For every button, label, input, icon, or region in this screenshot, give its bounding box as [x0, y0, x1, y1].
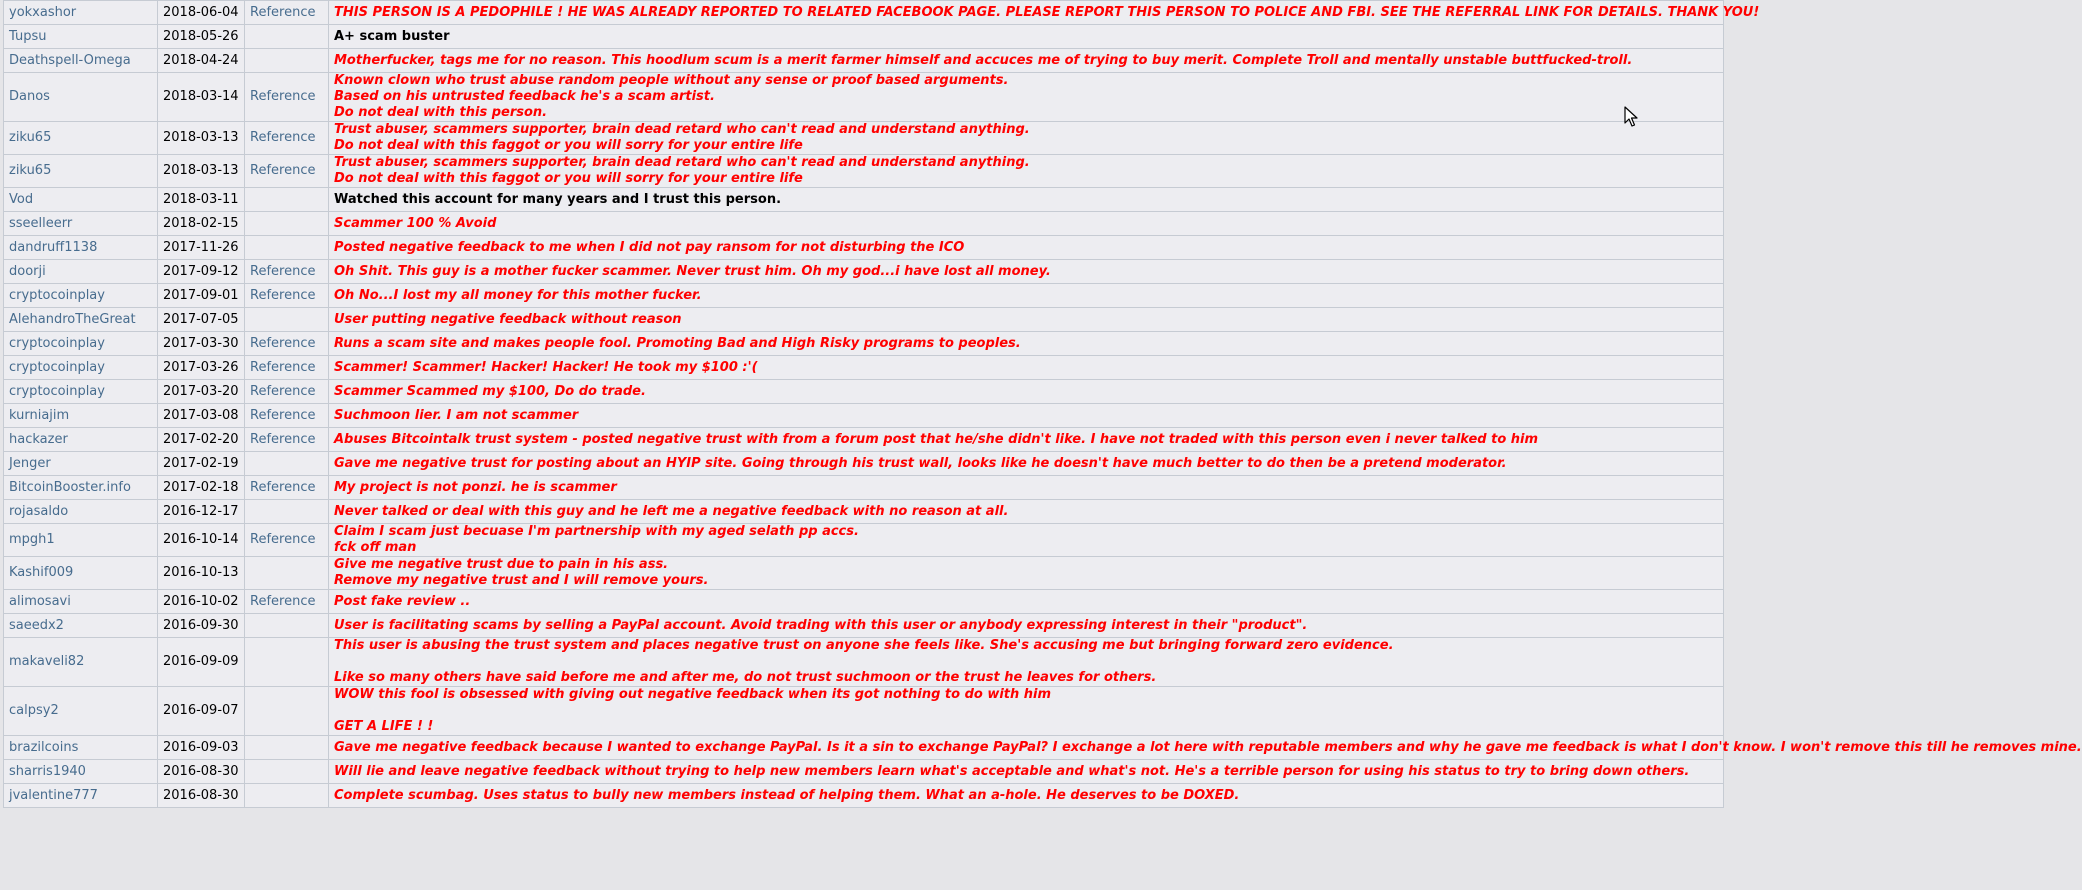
feedback-comment	[329, 590, 1724, 614]
feedback-user-link[interactable]: Danos	[4, 73, 158, 122]
reference-link[interactable]: Reference	[245, 476, 329, 500]
feedback-comment	[329, 284, 1724, 308]
feedback-user-link[interactable]: ziku65	[4, 155, 158, 188]
comment-line: Watched this account for many years and I trust this person.	[334, 191, 782, 207]
feedback-date: 2018-03-11	[158, 188, 245, 212]
feedback-date: 2016-10-14	[158, 524, 245, 557]
feedback-comment	[329, 1, 1760, 25]
comment-line: Runs a scam site and makes people fool. Promoting Bad and High Risky programs to peoples.	[334, 335, 1021, 351]
feedback-date: 2016-12-17	[158, 500, 245, 524]
feedback-user-link[interactable]: Vod	[4, 188, 158, 212]
reference-link[interactable]: Reference	[245, 73, 329, 122]
feedback-date: 2017-02-20	[158, 428, 245, 452]
table-row	[4, 380, 1724, 404]
reference-link	[245, 638, 329, 687]
table-row	[4, 1, 1724, 25]
feedback-comment	[329, 236, 1724, 260]
table-row	[4, 49, 1724, 73]
trust-feedback-table	[3, 0, 2082, 808]
feedback-comment	[329, 260, 1724, 284]
feedback-date: 2016-10-02	[158, 590, 245, 614]
feedback-date: 2016-09-07	[158, 687, 245, 736]
feedback-date: 2017-09-12	[158, 260, 245, 284]
comment-line: User putting negative feedback without reason	[334, 311, 682, 327]
feedback-user-link[interactable]: cryptocoinplay	[4, 356, 158, 380]
table-row	[4, 356, 1724, 380]
table-row	[4, 122, 1724, 155]
comment-line: Will lie and leave negative feedback without trying to help new members learn what's acceptable and what's not. He's a terrible person for using his status to try to bring down others.	[334, 763, 1690, 779]
comment-line: Never talked or deal with this guy and he left me a negative feedback with no reason at all.	[334, 503, 1009, 519]
feedback-comment	[329, 155, 1724, 188]
comment-line: Scammer 100 % Avoid	[334, 215, 497, 231]
feedback-user-link[interactable]: cryptocoinplay	[4, 380, 158, 404]
feedback-date: 2016-08-30	[158, 784, 245, 808]
reference-link	[245, 452, 329, 476]
comment-line: Claim I scam just becuase I'm partnership with my aged selath pp accs.	[334, 524, 859, 539]
feedback-comment	[329, 784, 1724, 808]
feedback-comment	[329, 332, 1724, 356]
feedback-comment	[329, 380, 1724, 404]
feedback-comment	[329, 687, 1724, 736]
reference-link[interactable]: Reference	[245, 284, 329, 308]
feedback-user-link[interactable]: alimosavi	[4, 590, 158, 614]
feedback-comment	[329, 428, 1724, 452]
reference-link	[245, 736, 329, 760]
feedback-user-link[interactable]: brazilcoins	[4, 736, 158, 760]
comment-line: fck off man	[334, 540, 417, 555]
feedback-date: 2018-03-13	[158, 122, 245, 155]
comment-line: Post fake review ..	[334, 593, 471, 609]
comment-line: Scammer Scammed my $100, Do do trade.	[334, 383, 646, 399]
comment-line: Oh Shit. This guy is a mother fucker scammer. Never trust him. Oh my god...i have lost all money.	[334, 263, 1051, 279]
reference-link[interactable]: Reference	[245, 590, 329, 614]
feedback-date: 2018-03-14	[158, 73, 245, 122]
reference-link	[245, 308, 329, 332]
feedback-comment	[329, 736, 2082, 760]
feedback-comment	[329, 356, 1724, 380]
table-row	[4, 188, 1724, 212]
reference-link	[245, 500, 329, 524]
comment-line: GET A LIFE ! !	[334, 719, 434, 734]
comment-line: Gave me negative trust for posting about an HYIP site. Going through his trust wall, looks like he doesn't have much better to do then be a pretend moderator.	[334, 455, 1507, 471]
feedback-user-link[interactable]: calpsy2	[4, 687, 158, 736]
feedback-user-link[interactable]: kurniajim	[4, 404, 158, 428]
feedback-date: 2016-09-09	[158, 638, 245, 687]
reference-link[interactable]: Reference	[245, 356, 329, 380]
feedback-comment	[329, 188, 1724, 212]
comment-line: Abuses Bitcointalk trust system - posted negative trust with from a forum post that he/she didn't like. I have not traded with this person even i never talked to him	[334, 431, 1539, 447]
feedback-comment	[329, 760, 1724, 784]
feedback-date: 2016-09-30	[158, 614, 245, 638]
feedback-user-link[interactable]: yokxashor	[4, 1, 158, 25]
feedback-comment	[329, 524, 1724, 557]
reference-link	[245, 687, 329, 736]
comment-line: Posted negative feedback to me when I did not pay ransom for not disturbing the ICO	[334, 239, 965, 255]
comment-line: Like so many others have said before me and after me, do not trust suchmoon or the trust he leaves for others.	[334, 670, 1157, 685]
feedback-user-link[interactable]: cryptocoinplay	[4, 284, 158, 308]
table-row	[4, 25, 1724, 49]
reference-link	[245, 760, 329, 784]
reference-link[interactable]: Reference	[245, 155, 329, 188]
comment-line: Motherfucker, tags me for no reason. This hoodlum scum is a merit farmer himself and accuces me of trying to buy merit. Complete Troll and mentally unstable buttfucked-troll.	[334, 52, 1633, 68]
reference-link	[245, 614, 329, 638]
feedback-user-link[interactable]: Kashif009	[4, 557, 158, 590]
comment-line: Trust abuser, scammers supporter, brain dead retard who can't read and understand anything.	[334, 155, 1030, 170]
table-row	[4, 736, 1724, 760]
feedback-comment	[329, 25, 1724, 49]
feedback-user-link[interactable]: sharris1940	[4, 760, 158, 784]
reference-link	[245, 188, 329, 212]
reference-link[interactable]: Reference	[245, 332, 329, 356]
feedback-user-link[interactable]: doorji	[4, 260, 158, 284]
feedback-user-link[interactable]: Deathspell-Omega	[4, 49, 158, 73]
reference-link[interactable]: Reference	[245, 524, 329, 557]
comment-line: My project is not ponzi. he is scammer	[334, 479, 617, 495]
table-row	[4, 260, 1724, 284]
table-row	[4, 687, 1724, 736]
table-row	[4, 590, 1724, 614]
table-row	[4, 428, 1724, 452]
reference-link	[245, 25, 329, 49]
feedback-date: 2018-03-13	[158, 155, 245, 188]
reference-link	[245, 212, 329, 236]
feedback-date: 2017-03-30	[158, 332, 245, 356]
trust-feedback-panel	[3, 0, 2082, 808]
feedback-user-link[interactable]: AlehandroTheGreat	[4, 308, 158, 332]
table-row	[4, 73, 1724, 122]
comment-line: Oh No...I lost my all money for this mother fucker.	[334, 287, 702, 303]
feedback-comment	[329, 452, 1724, 476]
feedback-date: 2017-03-08	[158, 404, 245, 428]
feedback-comment	[329, 308, 1724, 332]
feedback-date: 2016-08-30	[158, 760, 245, 784]
table-row	[4, 308, 1724, 332]
feedback-user-link[interactable]: jvalentine777	[4, 784, 158, 808]
feedback-comment	[329, 212, 1724, 236]
feedback-comment	[329, 500, 1724, 524]
feedback-user-link[interactable]: hackazer	[4, 428, 158, 452]
feedback-user-link[interactable]: BitcoinBooster.info	[4, 476, 158, 500]
reference-link[interactable]: Reference	[245, 428, 329, 452]
feedback-user-link[interactable]: makaveli82	[4, 638, 158, 687]
comment-line: THIS PERSON IS A PEDOPHILE ! HE WAS ALREADY REPORTED TO RELATED FACEBOOK PAGE. PLEASE REPORT THIS PERSON TO POLICE AND FBI. SEE THE REFERRAL LINK FOR DETAILS. THANK YOU!	[334, 4, 1760, 20]
comment-line: Suchmoon lier. I am not scammer	[334, 407, 579, 423]
reference-link	[245, 784, 329, 808]
comment-line: Known clown who trust abuse random people without any sense or proof based arguments.	[334, 73, 1009, 88]
trust-table-body	[4, 1, 2082, 808]
comment-line: WOW this fool is obsessed with giving out negative feedback when its got nothing to do with him	[334, 687, 1052, 702]
feedback-user-link[interactable]: Tupsu	[4, 25, 158, 49]
table-row	[4, 155, 1724, 188]
comment-line: Scammer! Scammer! Hacker! Hacker! He took my $100 :'(	[334, 359, 758, 375]
reference-link	[245, 557, 329, 590]
feedback-date: 2017-11-26	[158, 236, 245, 260]
comment-line: Do not deal with this faggot or you will sorry for your entire life	[334, 171, 803, 186]
feedback-comment	[329, 73, 1724, 122]
comment-line: Gave me negative feedback because I wanted to exchange PayPal. Is it a sin to exchange PayPal? I exchange a lot here with reputable members and why he gave me feedback is what I don't know. I won't remove this till he removes mine.	[334, 739, 2082, 755]
feedback-user-link[interactable]: saeedx2	[4, 614, 158, 638]
feedback-date: 2016-10-13	[158, 557, 245, 590]
feedback-comment	[329, 557, 1724, 590]
comment-line: Give me negative trust due to pain in his ass.	[334, 557, 669, 572]
feedback-comment	[329, 404, 1724, 428]
comment-line: Do not deal with this faggot or you will sorry for your entire life	[334, 138, 803, 153]
reference-link[interactable]: Reference	[245, 380, 329, 404]
feedback-date: 2018-04-24	[158, 49, 245, 73]
table-row	[4, 236, 1724, 260]
reference-link[interactable]: Reference	[245, 404, 329, 428]
feedback-user-link[interactable]: sseelleerr	[4, 212, 158, 236]
table-row	[4, 284, 1724, 308]
table-row	[4, 332, 1724, 356]
comment-line: A+ scam buster	[334, 28, 450, 44]
feedback-date: 2017-07-05	[158, 308, 245, 332]
table-row	[4, 524, 1724, 557]
comment-line: User is facilitating scams by selling a PayPal account. Avoid trading with this user or anybody expressing interest in their "product".	[334, 617, 1308, 633]
feedback-comment	[329, 49, 1724, 73]
table-row	[4, 614, 1724, 638]
table-row	[4, 404, 1724, 428]
feedback-user-link[interactable]: cryptocoinplay	[4, 332, 158, 356]
feedback-comment	[329, 638, 1724, 687]
table-row	[4, 557, 1724, 590]
feedback-date: 2017-03-20	[158, 380, 245, 404]
comment-line: Remove my negative trust and I will remove yours.	[334, 573, 709, 588]
reference-link	[245, 49, 329, 73]
feedback-user-link[interactable]: Jenger	[4, 452, 158, 476]
feedback-date: 2016-09-03	[158, 736, 245, 760]
table-row	[4, 452, 1724, 476]
feedback-date: 2017-02-19	[158, 452, 245, 476]
feedback-comment	[329, 476, 1724, 500]
comment-line: Complete scumbag. Uses status to bully new members instead of helping them. What an a-hole. He deserves to be DOXED.	[334, 787, 1240, 803]
comment-line: Do not deal with this person.	[334, 105, 548, 120]
table-row	[4, 500, 1724, 524]
reference-link[interactable]: Reference	[245, 1, 329, 25]
feedback-date: 2018-05-26	[158, 25, 245, 49]
feedback-user-link[interactable]: rojasaldo	[4, 500, 158, 524]
mouse-pointer-icon	[1624, 106, 1638, 128]
reference-link[interactable]: Reference	[245, 122, 329, 155]
feedback-comment	[329, 614, 1724, 638]
table-row	[4, 638, 1724, 687]
feedback-user-link[interactable]: dandruff1138	[4, 236, 158, 260]
reference-link[interactable]: Reference	[245, 260, 329, 284]
feedback-user-link[interactable]: ziku65	[4, 122, 158, 155]
comment-line: Based on his untrusted feedback he's a scam artist.	[334, 89, 715, 104]
comment-line: Trust abuser, scammers supporter, brain dead retard who can't read and understand anything.	[334, 122, 1030, 137]
comment-line: This user is abusing the trust system and places negative trust on anyone she feels like. She's accusing me but bringing forward zero evidence.	[334, 638, 1394, 653]
feedback-date: 2017-03-26	[158, 356, 245, 380]
feedback-date: 2018-06-04	[158, 1, 245, 25]
table-row	[4, 212, 1724, 236]
feedback-date: 2017-09-01	[158, 284, 245, 308]
feedback-comment	[329, 122, 1724, 155]
reference-link	[245, 236, 329, 260]
feedback-date: 2018-02-15	[158, 212, 245, 236]
table-row	[4, 784, 1724, 808]
table-row	[4, 476, 1724, 500]
feedback-date: 2017-02-18	[158, 476, 245, 500]
table-row	[4, 760, 1724, 784]
feedback-user-link[interactable]: mpgh1	[4, 524, 158, 557]
